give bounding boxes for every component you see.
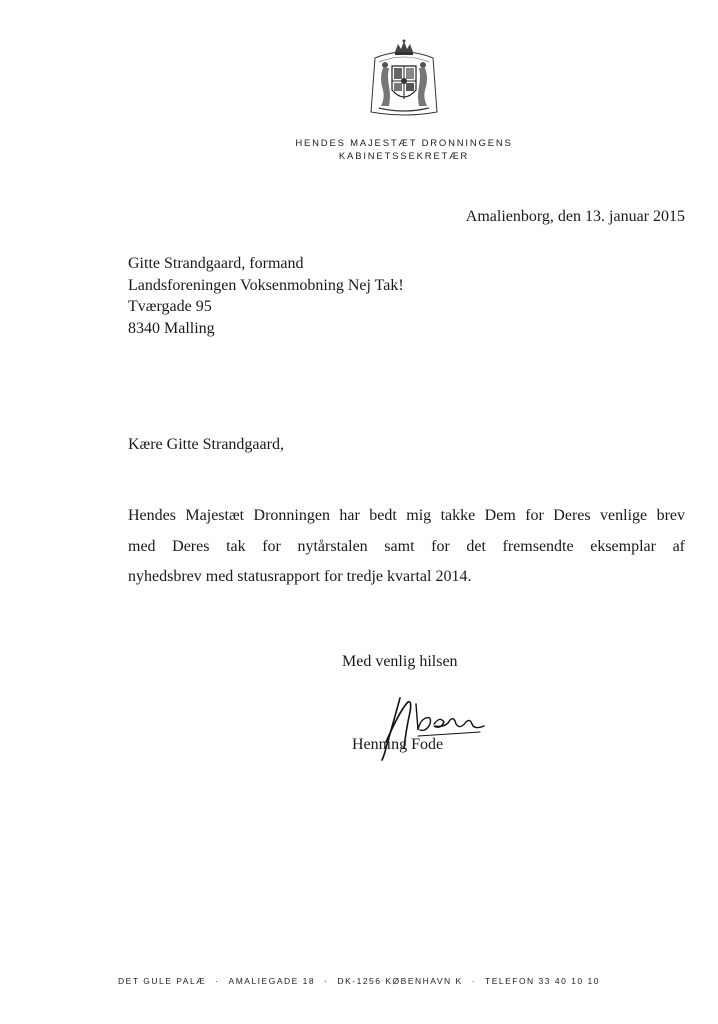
recipient-street: Tværgade 95 — [128, 298, 212, 315]
office-title-line: HENDES MAJESTÆT DRONNINGENS — [295, 138, 513, 149]
recipient-address — [128, 253, 404, 339]
salutation: Kære Gitte Strandgaard, — [128, 436, 284, 453]
footer-street: AMALIEGADE 18 — [228, 976, 316, 986]
body-line: med Deres tak for nytårstalen samt for det fremsendte eksemplar af — [128, 537, 685, 555]
recipient-city: 8340 Malling — [128, 319, 215, 337]
body-line: nyhedsbrev med statusrapport for tredje kvartal 2014. — [128, 568, 472, 585]
footer-separator: · — [215, 976, 220, 986]
recipient-name: Gitte Strandgaard, formand — [128, 255, 304, 272]
office-title — [240, 137, 568, 163]
office-title-line: KABINETSSEKRETÆR — [338, 151, 470, 162]
royal-coat-of-arms-icon — [365, 38, 443, 122]
recipient-organization: Landsforeningen Voksenmobning Nej Tak! — [128, 276, 404, 294]
footer-postal-city: DK-1256 KØBENHAVN K — [337, 976, 463, 986]
footer-separator: · — [471, 976, 476, 986]
footer-address — [0, 976, 718, 986]
dateline: Amalienborg, den 13. januar 2015 — [465, 208, 685, 225]
signer-name: Henning Fode — [352, 736, 444, 753]
handwritten-signature-icon — [360, 690, 490, 770]
footer-separator: · — [324, 976, 329, 986]
closing: Med venlig hilsen — [342, 653, 458, 670]
letter-body — [128, 501, 685, 593]
body-line: Hendes Majestæt Dronningen har bedt mig takke Dem for Deres venlige brev — [128, 507, 685, 524]
footer-phone: TELEFON 33 40 10 10 — [485, 976, 600, 986]
footer-building: DET GULE PALÆ — [118, 976, 207, 986]
